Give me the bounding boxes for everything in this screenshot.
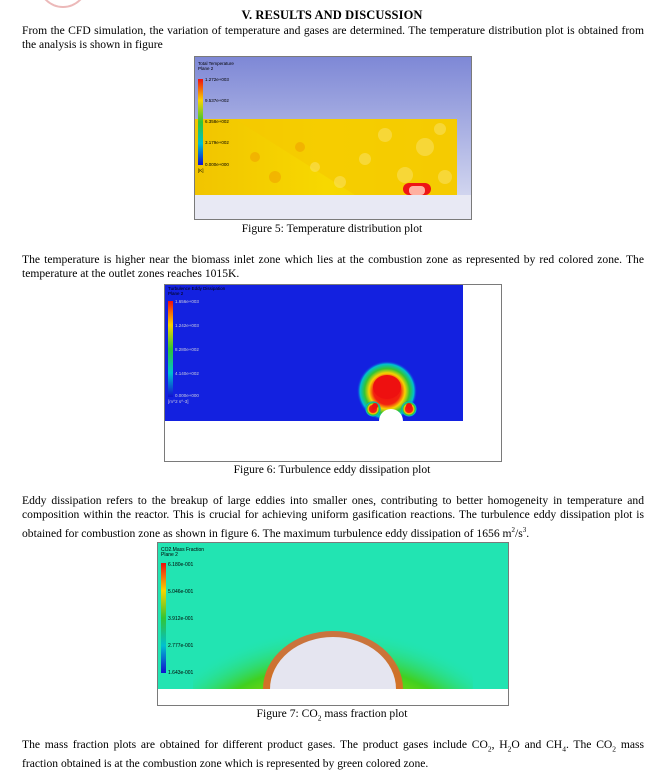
fig7-tick-2: 5.046e-001 bbox=[168, 589, 194, 595]
fig5-tick-3: 6.358e+002 bbox=[205, 119, 229, 124]
temperature-paragraph: The temperature is higher near the biomass inlet zone which lies at the combustion zone as represented by red colored zone. The temperature at the outlet zones reaches 1015K. bbox=[22, 253, 644, 281]
fig7-tick-3: 3.912e-001 bbox=[168, 616, 194, 622]
fig7-tick-4: 2.777e-001 bbox=[168, 643, 194, 649]
figure-6-eddy-dissipation-plot bbox=[164, 284, 502, 462]
journal-logo-arc bbox=[38, 0, 88, 8]
figure-5-caption: Figure 5: Temperature distribution plot bbox=[241, 222, 423, 235]
intro-paragraph: From the CFD simulation, the variation of temperature and gases are determined. The temperature distribution plot is obtained from the analysis is shown in figure bbox=[22, 24, 644, 52]
fig5-tick-4: 3.179e+002 bbox=[205, 140, 229, 145]
fig6-legend-title: Turbulence Eddy Dissipation bbox=[168, 286, 226, 291]
fig5-tick-1: 1.272e+003 bbox=[205, 77, 229, 82]
figure-6-caption: Figure 6: Turbulence eddy dissipation plot bbox=[233, 463, 431, 476]
fig6-tick-3: 8.280e+002 bbox=[175, 347, 199, 352]
fig5-legend-sub: Plane 2 bbox=[198, 66, 214, 71]
figure-7-caption: Figure 7: $CO_2$ mass fraction plot bbox=[256, 707, 408, 723]
eddy-dissipation-paragraph: Eddy dissipation refers to the breakup of large eddies into smaller ones, contributing to better homogeneity in temperature and composition within the reactor. This is crucial for achieving uniform gasification reactions. The turbulence eddy dissipation plot is obtained for combustion zone as shown in figure 6. The maximum turbulence eddy dissipation of 1656 $m^2/s^3$. bbox=[22, 494, 644, 540]
section-heading: V. RESULTS AND DISCUSSION bbox=[241, 8, 423, 22]
fig7-legend-title: CO2.Mass Fraction bbox=[161, 547, 205, 553]
fig6-tick-4: 4.140e+002 bbox=[175, 371, 199, 376]
fig6-legend-sub: Plane 2 bbox=[168, 291, 184, 296]
fig7-legend-sub: Plane 2 bbox=[161, 552, 178, 558]
fig6-legend-unit: [m^2 s^-3] bbox=[168, 399, 189, 404]
fig5-legend-title: Total Temperature bbox=[198, 61, 234, 66]
fig7-tick-1: 6.180e-001 bbox=[168, 562, 194, 568]
fig5-tick-5: 0.000e+000 bbox=[205, 162, 229, 167]
mass-fraction-paragraph: The mass fraction plots are obtained for different product gases. The product gases include $CO_2$, $H_2O$ and $CH_4$. The $CO_2$ mass fraction obtained is at the combustion zone which is represented by green colored zone. bbox=[22, 738, 645, 770]
fig6-tick-5: 0.000e+000 bbox=[175, 393, 199, 398]
fig5-legend-unit: [K] bbox=[198, 168, 204, 173]
fig6-tick-1: 1.656e+003 bbox=[175, 299, 199, 304]
fig7-tick-5: 1.643e-001 bbox=[168, 670, 194, 676]
fig5-tick-2: 9.537e+002 bbox=[205, 98, 229, 103]
figure-5-temperature-plot bbox=[194, 56, 472, 220]
fig6-tick-2: 1.242e+003 bbox=[175, 323, 199, 328]
figure-7-co2-mass-fraction-plot bbox=[157, 542, 509, 706]
